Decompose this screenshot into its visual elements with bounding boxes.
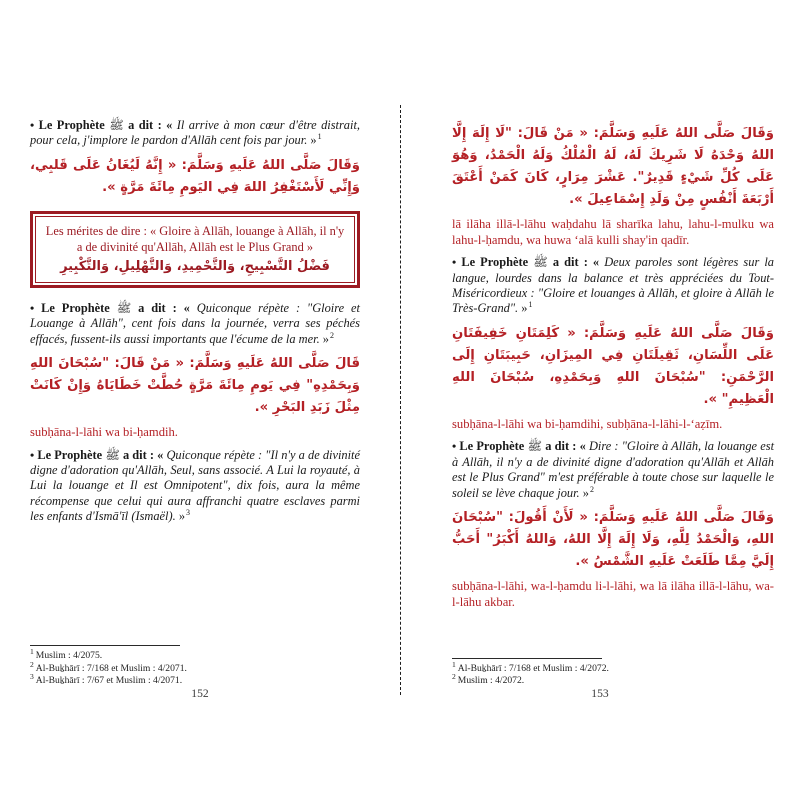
said-label: a dit : « <box>552 255 605 270</box>
transliteration: lā ilāha illā-l-lāhu waḥdahu lā sharīka lahu, lahu-l-mulku wa lahu-l-ḥamdu, wa huwa ‘alā kulli shay'in qadīr. <box>452 217 774 247</box>
footnote-text: Al-Buḵhārī : 7/168 et Muslim : 4/2071. <box>35 662 187 674</box>
merit-heading-arabic: فَضْلُ التَّسْبِيحِ، وَالتَّحْمِيدِ، وَالتَّهْلِيلِ، وَالتَّكْبِيرِ <box>60 258 330 274</box>
prophet-label: Le Prophète <box>38 118 105 132</box>
footnote-rule <box>30 645 180 646</box>
arabic-hadith: قَالَ صَلَّى اللهُ عَلَيهِ وَسَلَّمَ: « مَنْ قَالَ: "سُبْحَانَ اللهِ وَبِحَمْدِهِ" فِي يَومِ مِائَةَ مَرَّةٍ حُطَّتْ خَطَايَاهُ وَإِنْ كَانَتْ مِثْلَ زَبَدِ البَحْرِ ». <box>30 356 360 416</box>
hadith-quote: Dire : "Gloire à Allāh, la louange est à Allāh, il n'y a de divinité digne d'adoration qu'Allāh et Allāh est le Plus Grand" m'est préférable à toute chose sur laquelle le soleil se lève chaque jour. <box>452 439 775 500</box>
quote-close: » <box>319 331 329 346</box>
arabic-hadith: وَقَالَ صَلَّى اللهُ عَلَيهِ وَسَلَّمَ: « كَلِمَتَانِ خَفِيفَتَانِ عَلَى اللِّسَانِ، ثَقِيلَتَانِ فِي المِيزَانِ، حَبِيبَتَانِ إِلَى الرَّحْمَنِ: "سُبْحَانَ اللهِ وَبِحَمْدِهِ، سُبْحَانَ اللهِ الْعَظِيمِ" ». <box>452 325 774 407</box>
footnote-text: Muslim : 4/2072. <box>457 675 525 687</box>
bullet-marker: • <box>452 255 457 270</box>
transliteration: subḥāna-l-lāhi wa bi-ḥamdihi, subḥāna-l-lāhi-l-‘aẓīm. <box>452 416 723 431</box>
merit-heading-box <box>30 211 360 288</box>
footnote-item <box>452 659 774 676</box>
hadith-quote: Deux paroles sont légères sur la langue, lourdes dans la balance et très appréciées du Tout-Miséricordieux : "Gloire et louanges à Allāh, et gloire à Allāh le Très-Grand". <box>452 255 775 316</box>
footnote-ref[interactable]: 1 <box>528 300 533 310</box>
footnote-area <box>0 645 400 688</box>
bullet-marker: • <box>30 447 35 462</box>
transliteration: subḥāna-l-lāhi, wa-l-ḥamdu li-l-lāhi, wa lā ilāha illā-l-lāhu, wa-l-lāhu akbar. <box>452 579 774 609</box>
transliteration: subḥāna-l-lāhi wa bi-ḥamdih. <box>30 425 178 440</box>
bullet-marker: • <box>30 118 35 132</box>
footnote-ref[interactable]: 2 <box>589 484 594 494</box>
said-label: a dit : « <box>122 447 167 462</box>
salawat-icon: ﷺ <box>109 118 124 132</box>
footnote-ref[interactable]: 2 <box>329 330 334 340</box>
footnote-marker: 2 <box>30 659 34 669</box>
quote-close: » <box>307 133 317 148</box>
salawat-icon: ﷺ <box>527 439 543 454</box>
merit-heading-inner <box>35 216 355 283</box>
said-label: a dit : « <box>138 300 197 315</box>
page-right <box>400 0 800 800</box>
prophet-label: Le Prophète <box>41 300 110 315</box>
footnote-marker: 1 <box>452 659 456 669</box>
salawat-icon: ﷺ <box>116 300 132 315</box>
hadith-quote: Quiconque répète : "Il n'y a de divinité digne d'adoration qu'Allāh, Seul, sans associé. A Lui la royauté, à Lui la louange et Il est Omnipotent", dix fois, aura la même récompense que celui qui aura affranchi quatre esclaves parmi les enfants d'Ismā'īl (Ismaël). <box>30 447 360 524</box>
arabic-hadith: وَقَالَ صَلَّى اللهُ عَلَيهِ وَسَلَّمَ: « مَنْ قَالَ: "لَا إِلَهَ إِلَّا اللهُ وَحْدَهُ لَا شَرِيكَ لَهُ، لَهُ الْمُلْكُ وَلَهُ الْحَمْدُ، وَهُوَ عَلَى كُلِّ شَيْءٍ قَدِيرٌ". عَشْرَ مِرَارٍ، كَانَ كَمَنْ أَعْتَقَ أَرْبَعَةَ أَنْفُسٍ مِنْ وَلَدِ إِسْمَاعِيلَ ». <box>452 126 774 207</box>
arabic-hadith: وَقَالَ صَلَّى اللهُ عَلَيهِ وَسَلَّمَ: « لَأَنْ أَقُولَ: "سُبْحَانَ اللهِ، وَالْحَمْدُ لِلَّهِ، وَلَا إِلَهَ إِلَّا اللهُ، وَاللهُ أَكْبَرُ" أَحَبُّ إِلَيَّ مِمَّا طَلَعَتْ عَلَيهِ الشَّمْسُ ». <box>452 510 774 570</box>
page-number: 153 <box>591 687 609 700</box>
page-divider <box>400 105 401 695</box>
quote-close: » <box>518 301 528 316</box>
salawat-icon: ﷺ <box>533 255 548 270</box>
hadith-quote: Il arrive à mon cœur d'être distrait, pour cela, j'implore le pardon d'Allāh cent fois par jour. <box>30 118 360 148</box>
footnote-item <box>30 659 360 676</box>
hadith-paragraph <box>30 448 360 525</box>
hadith-paragraph <box>452 439 774 501</box>
hadith-paragraph <box>30 301 360 347</box>
footnote-ref[interactable]: 3 <box>186 508 191 518</box>
hadith-paragraph <box>30 118 360 149</box>
footnote-item <box>30 647 360 663</box>
footnote-text: Muslim : 4/2075. <box>35 650 103 662</box>
said-label: a dit : « <box>545 439 589 454</box>
page-number: 152 <box>191 687 209 700</box>
footnote-marker: 3 <box>30 672 34 682</box>
footnote-ref[interactable]: 1 <box>317 132 322 142</box>
quote-close: » <box>175 509 186 524</box>
prophet-label: Le Prophète <box>459 439 525 454</box>
footnote-marker: 1 <box>30 647 34 657</box>
footnote-rule <box>452 658 602 659</box>
quote-close: » <box>579 485 589 500</box>
said-label: a dit : « <box>128 118 177 132</box>
bullet-marker: • <box>452 439 457 454</box>
salawat-icon: ﷺ <box>105 447 120 462</box>
hadith-quote: Quiconque répète : "Gloire et Louange à Allāh", cent fois dans la journée, verra ses péchés effacés, fussent-ils aussi importants que l'écume de la mer. <box>30 300 360 346</box>
footnote-text: Al-Buḵhārī : 7/168 et Muslim : 4/2072. <box>457 662 609 674</box>
footnote-area <box>400 658 800 688</box>
footnote-text: Al-Buḵhārī : 7/67 et Muslim : 4/2071. <box>35 675 183 687</box>
prophet-label: Le Prophète <box>37 447 103 462</box>
bullet-marker: • <box>30 300 35 315</box>
prophet-label: Le Prophète <box>461 255 529 270</box>
merit-heading-french: Les mérites de dire : « Gloire à Allāh, louange à Allāh, il n'y a de divinité qu'Allāh, Allāh est le Plus Grand » <box>45 223 345 254</box>
footnote-marker: 2 <box>452 672 456 682</box>
arabic-hadith: وَقَالَ صَلَّى اللهُ عَلَيهِ وَسَلَّمَ: « إِنَّهُ لَيُغَانُ عَلَى قَلبِي، وَإِنِّي لَأَسْتَغْفِرُ اللهَ فِي اليَومِ مِائَةَ مَرَّةٍ ». <box>30 157 360 195</box>
hadith-paragraph <box>452 255 774 317</box>
